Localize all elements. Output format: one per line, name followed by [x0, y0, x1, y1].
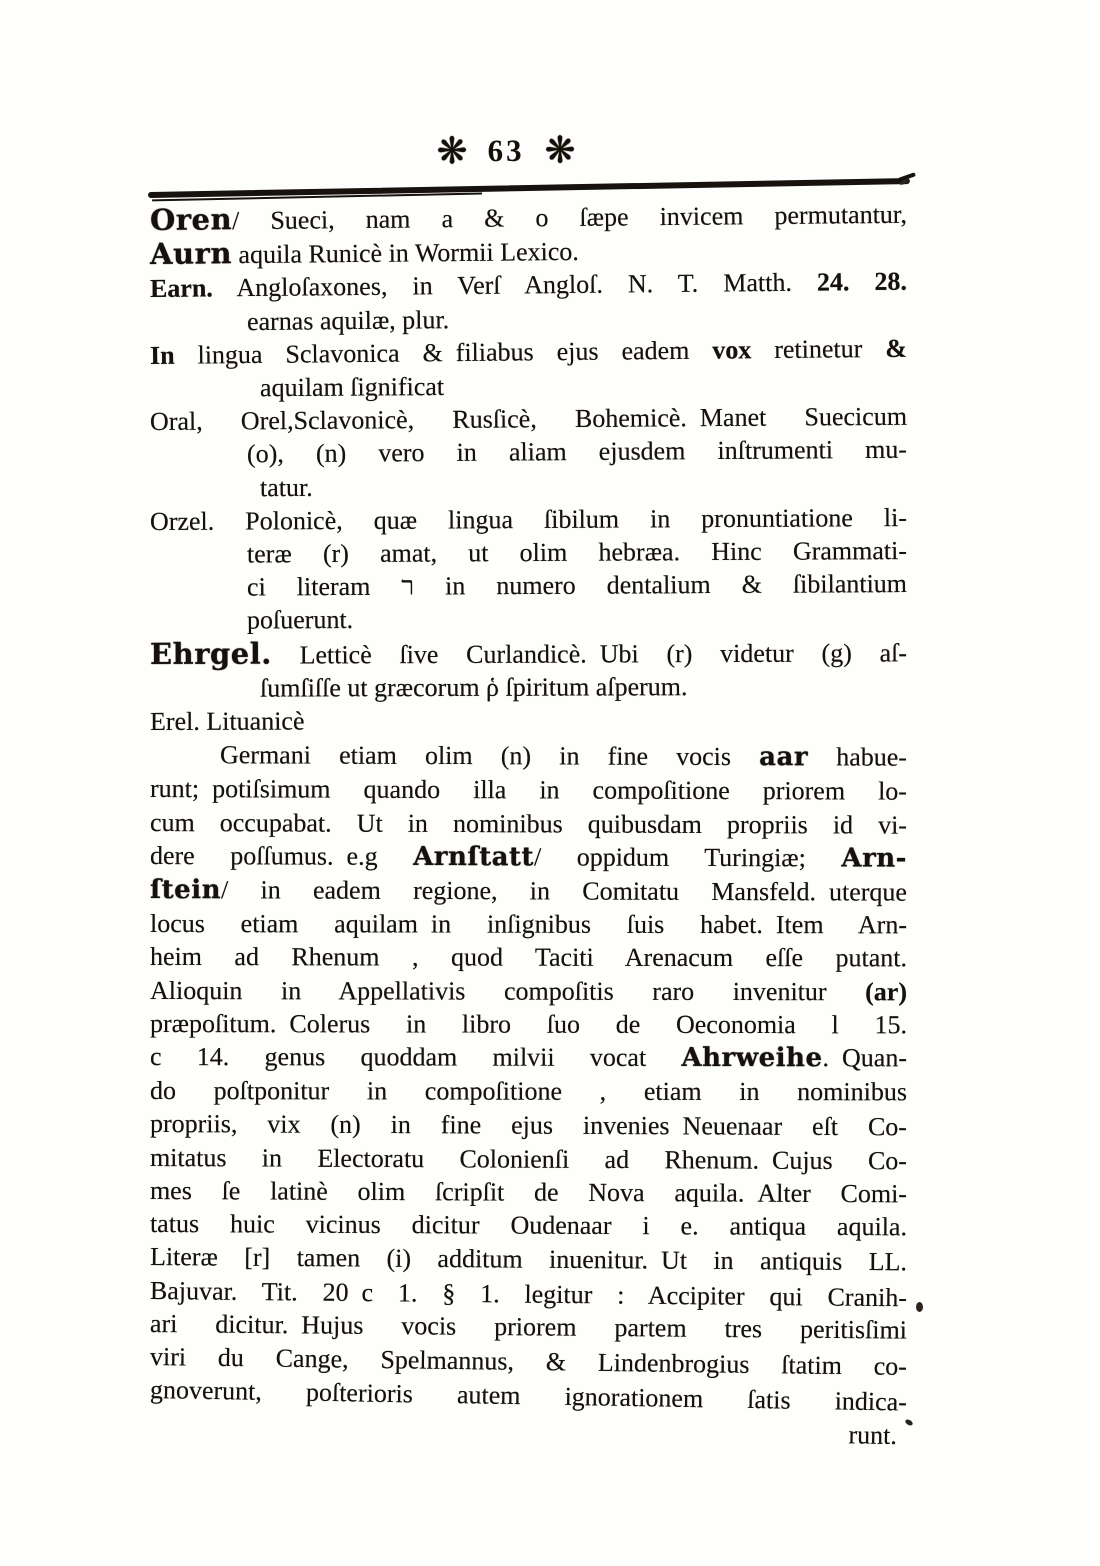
text-line [150, 1040, 907, 1076]
fraktur-text: Arnſtatt [413, 841, 535, 873]
text-segment: 24. 28. [816, 267, 908, 298]
text-line [150, 907, 907, 942]
text-line [150, 940, 907, 975]
text-segment: tatur. [259, 472, 313, 502]
text-line [150, 501, 907, 538]
text-segment: vox [712, 335, 752, 365]
text-line [150, 600, 907, 637]
text-segment: heim ad Rhenum , quod Taciti Arenacum eſſe putant. [149, 942, 908, 973]
text-segment: retinetur [751, 333, 886, 365]
text-line [150, 1007, 907, 1042]
text-line [150, 466, 907, 504]
rosette-ornament-icon: ❋ [436, 129, 468, 173]
text-segment: gnoverunt, poſterioris autem ignorationem ſatis indica- [149, 1375, 908, 1417]
text-segment: Letticè ſive Curlandicè. Ubi (r) videtur (g) aſ- [271, 637, 908, 670]
text-segment: c 14. genus quoddam milvii vocat [149, 1042, 682, 1073]
header-rule [148, 178, 910, 198]
text-segment: viri du Cange, Spelmannus, & Lindenbrogius ſtatim co- [149, 1341, 908, 1381]
text-segment: Literæ [r] tamen (i) additum inuenitur. Ut in antiquis LL. [149, 1242, 908, 1277]
text-line [150, 1107, 907, 1144]
text-segment: / oppidum Turingiæ; [533, 842, 842, 873]
text-segment: mes ſe latinè olim ſcripſit de Nova aquila. Alter Comi- [149, 1175, 908, 1209]
text-segment: Bajuvar. Tit. 20 c 1. § 1. legitur : Accipiter qui Cranih- [149, 1275, 908, 1312]
text-segment: Earn. [149, 273, 213, 304]
text-segment: præpoſitum. Colerus in libro ſuo de Oeconomia l 15. [149, 1008, 908, 1040]
text-line [150, 332, 907, 372]
fraktur-text: aar [759, 742, 809, 773]
text-segment: / Sueci, nam a & o ſæpe invicem permutantur, [231, 199, 908, 236]
rosette-ornament-icon: ❋ [544, 128, 576, 172]
text-segment: Oral, Orel,Sclavonicè, Rusſicè, Bohemicè. Manet Suecicum [149, 401, 908, 437]
text-segment: (ar) [865, 976, 908, 1006]
fraktur-text: Arn- [841, 843, 908, 874]
text-segment: Alioquin in Appellativis compoſitis raro invenitur [149, 975, 866, 1006]
text-line [150, 738, 907, 775]
text-segment: In [149, 340, 175, 370]
text-segment: Angloſaxones, in Verſ Angloſ. N. T. Matth. [212, 268, 818, 303]
text-segment: ari dicitur. Hujus vocis priorem partem tres peritisſimi [149, 1308, 908, 1345]
text-segment: & [885, 333, 908, 363]
text-line [150, 635, 907, 672]
text-segment: habue- [808, 742, 908, 772]
text-segment: ci literam ר in numero dentalium & ſibilantium [246, 569, 908, 602]
fraktur-text: Ahrweihe [681, 1043, 823, 1074]
fraktur-text: Oren [149, 202, 233, 237]
text-segment: aquilam ſignificat [259, 371, 445, 403]
text-line [150, 702, 907, 738]
text-line [150, 567, 907, 604]
text-line [150, 1141, 907, 1178]
text-segment: dere poſſumus. e.g [149, 840, 414, 871]
text-block [149, 199, 908, 1451]
text-line [150, 367, 907, 405]
page-header [0, 128, 1056, 173]
text-segment: earnas aquilæ, plur. [246, 304, 450, 336]
text-segment: mitatus in Electoratu Colonienſi ad Rhenum. Cujus Co- [149, 1142, 908, 1175]
text-segment: ſumſiſſe ut græcorum ῥ ſpiritum aſperum. [259, 671, 688, 703]
text-segment: lingua Sclavonica & filiabus ejus eadem [174, 335, 713, 370]
text-segment: propriis, vix (n) in fine ejus invenies Neuenaar eſt Co- [149, 1109, 908, 1142]
text-line [150, 772, 907, 808]
text-line [150, 806, 907, 842]
text-line [150, 1207, 907, 1244]
text-segment: . Quan- [822, 1043, 908, 1073]
text-line [150, 839, 907, 876]
fraktur-text: Ehrgel. [149, 636, 272, 671]
text-segment: cum occupabat. Ut in nominibus quibusdam propriis id vi- [149, 807, 908, 840]
text-line [150, 1240, 907, 1278]
text-segment: poſuerunt. [246, 605, 354, 635]
fraktur-text: Aurn [149, 236, 233, 272]
text-line [150, 534, 907, 571]
text-segment: runt. [848, 1420, 898, 1451]
text-line [150, 974, 907, 1009]
scan-speck [916, 1302, 923, 1312]
text-line [150, 1074, 907, 1109]
text-segment: locus etiam aquilam in inſignibus ſuis habet. Item Arn- [149, 909, 908, 940]
text-segment: Germani etiam olim (n) in fine vocis [219, 740, 760, 772]
text-segment: (o), (n) vero in aliam ejusdem inſtrumenti mu- [246, 435, 908, 469]
text-segment: runt; potiſsimum quando illa in compoſitione priorem lo- [149, 774, 908, 807]
text-line [150, 1174, 907, 1211]
text-segment: teræ (r) amat, ut olim hebræa. Hinc Grammati- [246, 536, 908, 569]
text-segment: Orzel. Polonicè, quæ lingua ſibilum in pronuntiatione li- [149, 502, 908, 536]
text-line [150, 669, 907, 705]
text-segment: tatus huic vicinus dicitur Oudenaar i e. antiqua aquila. [149, 1209, 908, 1242]
text-line [150, 873, 907, 910]
text-segment: Erel. Lituanicè [149, 706, 305, 737]
fraktur-text: ſtein [149, 875, 222, 906]
text-segment: aquila Runicè in Wormii Lexico. [231, 237, 579, 270]
text-line [150, 433, 907, 471]
page-number: 63 [487, 132, 525, 168]
text-segment: do poſtponitur in compoſitione , etiam in nominibus [149, 1076, 908, 1107]
text-segment: / in eadem regione, in Comitatu Mansfeld. uterque [220, 875, 908, 907]
